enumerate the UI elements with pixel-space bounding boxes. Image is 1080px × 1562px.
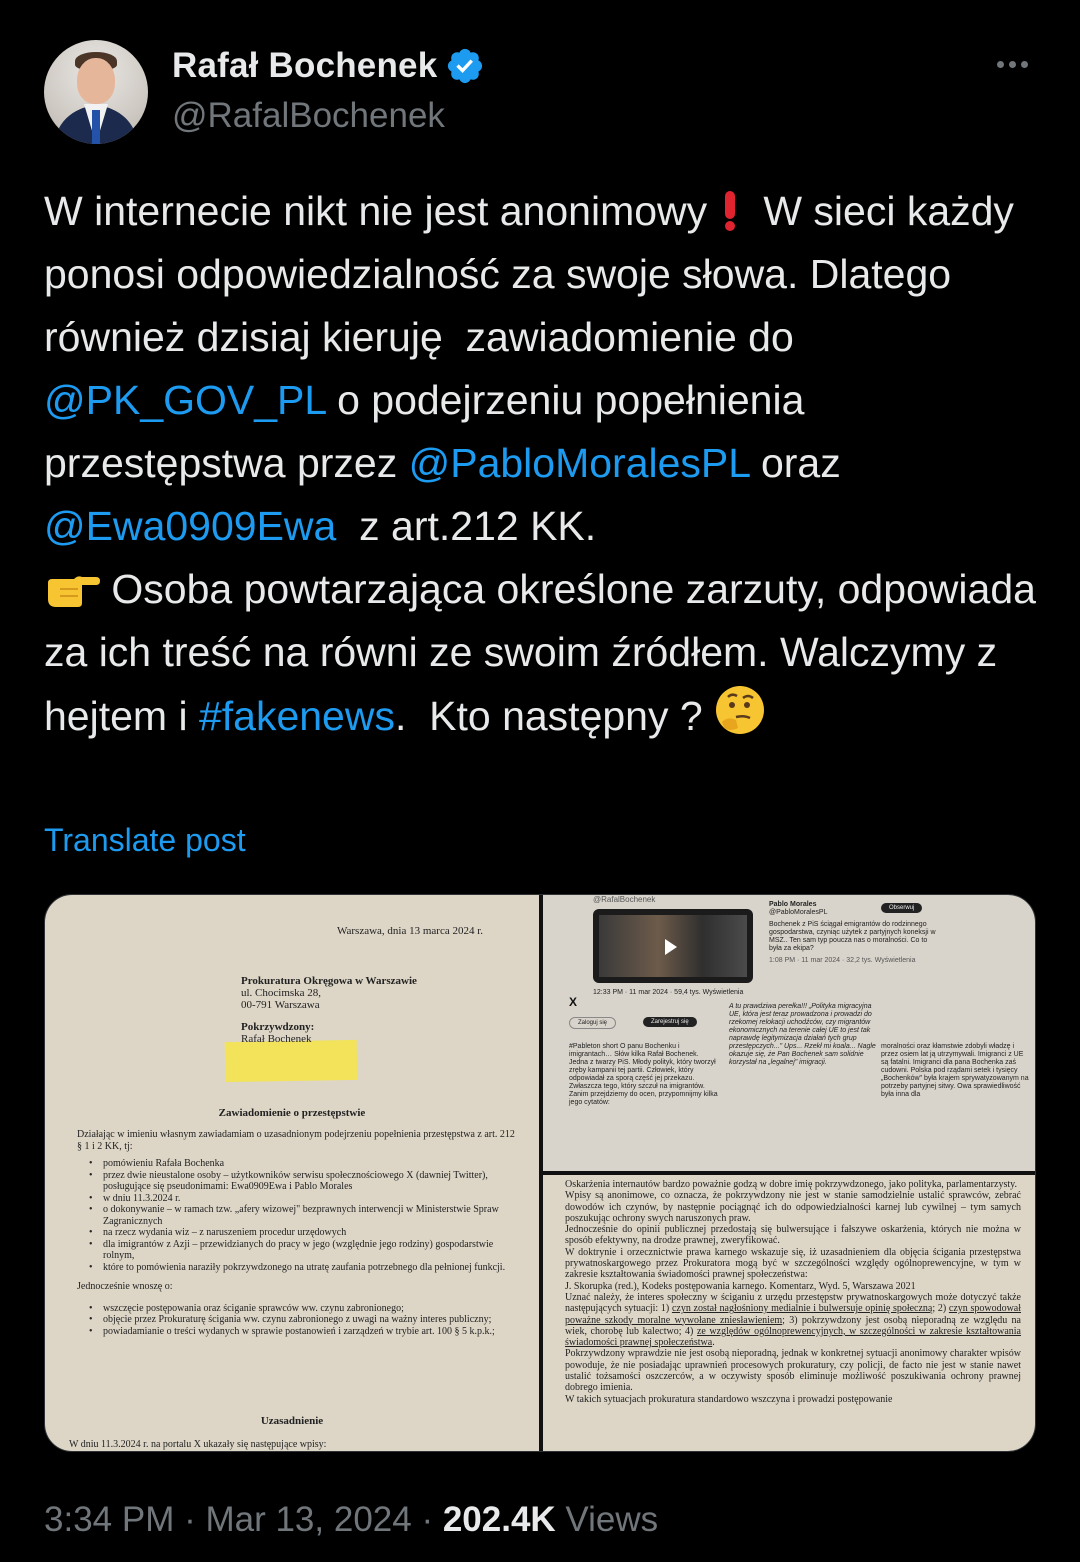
author-handle[interactable]: @RafalBochenek (172, 96, 445, 135)
attached-media[interactable] (44, 894, 1036, 1452)
printed-post-left: #Pableton short O panu Bochenku i imigrantach… Słów kilka Rafał Bochenek. Jedna z twarzy PiS. Młody polityk, który tworzył zręby kampanii tej partii. Człowiek, który odpowiadał za sporą część jej przekazu. Zwłaszcza tego, który szczuł na imigrantów. Zanim przejdziemy do ocen, przypomnijmy kilka jego cytatów: (569, 1043, 718, 1106)
video-meta: 12:33 PM · 11 mar 2024 · 59,4 tys. Wyświetlenia (593, 989, 744, 996)
video-thumbnail (593, 909, 753, 983)
highlighter-redaction (225, 1040, 358, 1082)
avatar[interactable] (44, 40, 148, 144)
justification-text: Oskarżenia internautów bardzo poważnie godzą w dobre imię pokrzywdzonego, jako polityka, parlamentarzysty. Wpisy są anonimowe, co oznacza, że pokrzywdzony nie jest w stanie samodzielnie ustalić sprawców, zebrać dowodów ich czynów, by następnie pociągnąć ich do odpowiedzialności karnej lub cywilnej – tym samych poszukując ochrony swych naruszonych praw. Jednocześnie do opinii publicznej przedostają się bulwersujące i fałszywe oskarżenia, których nie można w sposób efektywny, na drodze prawnej, zweryfikować. W doktrynie i orzecznictwie prawa karnego wskazuje się, iż uzasadnieniem dla objęcia ścigania przestępstwa prywatnoskargowego przez Prokuratora mogą być w szczególności względy ogólnoprewencyjne, w tym w zakresie kształtowania świadomości prawnej społeczeństwa: J. Skorupka (red.), Kodeks postępowania karnego. Komentarz, Wyd. 5, Warszawa 2021 Uznać należy, że interes społeczny w ściganiu z urzędu przestępstw prywatnoskargowych może dotyczyć także następujących sytuacji: 1) czyn został nagłośniony medialnie i bulwersuje opinię społeczną; 2) czyn spowodował poważne szkody moralne wywołane zniesławieniem; 3) pokrzywdzony jest osobą nieporadną ze względu na wiek, chorobę lub kalectwo; 4) ze względów ogólnoprewencyjnych, w szczególności w zakresie kształtowania świadomości prawnej społeczeństwa. Pokrzywdzony wprawdzie nie jest osobą nieporadną, jednak w konkretnej sytuacji anonimowy charakter wpisów powoduje, że nie posiadając uprawnień procesowych prokuratury, czy policji, de facto nie jest w stanie nawet ustalić tożsamości oszczerców, a w oczywisty sposób eliminuje możliwość poszukiwania ochrony prawnej dobrego imienia. W takich sytuacjach prokuratura standardowo wszczyna i prowadzi postępowanie (565, 1179, 1022, 1405)
thinking-face-icon (714, 684, 766, 736)
separator: · (174, 1500, 206, 1539)
mention-pablo-morales[interactable]: @PabloMoralesPL (408, 440, 750, 486)
mention-ewa0909ewa[interactable]: @Ewa0909Ewa (44, 503, 337, 549)
play-icon (665, 939, 677, 955)
document-title: Zawiadomienie o przestępstwie (218, 1107, 366, 1119)
views-label: Views (555, 1500, 659, 1539)
document-recipient: Prokuratura Okręgowa w Warszawie ul. Chocimska 28, 00-791 Warszawa (241, 975, 417, 1011)
post-footer (44, 1500, 658, 1540)
post-date[interactable]: Mar 13, 2024 (205, 1500, 412, 1539)
verified-badge-icon (445, 46, 485, 86)
post-time[interactable]: 3:34 PM (44, 1500, 175, 1539)
pointing-hand-icon (44, 569, 100, 609)
author-name-row[interactable] (172, 44, 485, 88)
hashtag-fakenews[interactable]: #fakenews (198, 693, 395, 739)
document-image-notice[interactable] (45, 895, 539, 1452)
printed-login-button: Zaloguj się (569, 1017, 616, 1029)
translate-post-link[interactable]: Translate post (44, 822, 246, 858)
printed-signup-button: Zarejestruj się (643, 1017, 697, 1027)
post-text: W internecie nikt nie jest anonimowy W sieci każdy ponosi odpowiedzialność za swoje słowa. Dlatego również dzisiaj kieruję zawiadomienie do @PK_GOV_PL o podejrzeniu popełnienia przestępstwa przez @PabloMoralesPL oraz @Ewa0909Ewa z art.212 KK. Osoba powtarzająca określone zarzuty, odpowiada za ich treść na równi ze swoim źródłem. Walczymy z hejtem i #fakenews. Kto następny ? (44, 188, 1048, 739)
author-name[interactable]: Rafał Bochenek (172, 46, 438, 85)
printed-follow-button: Obserwuj (881, 903, 922, 913)
printed-profile-card: Pablo Morales @PabloMoralesPL Bochenek z PiS ściągał emigrantów do rodzinnego gospodarstwa, czyniąc użytek z partyjnych koneksji w MSZ.. Ten sam typ poucza nas o moralności. Co to była za ekipa? 1:08 PM · 11 mar 2024 · 32,2 tys. Wyświetlenia (769, 901, 936, 964)
document-image-justification[interactable] (543, 1175, 1036, 1452)
document-section-title: Uzasadnienie (260, 1415, 324, 1427)
x-logo-icon: X (569, 995, 578, 1009)
document-body: Działając w imieniu własnym zawiadamiam o uzasadnionym podejrzeniu popełnienia przestępstwa z art. 212 § 1 i 2 KK, tj: • pomówieniu Rafała Bochenka • przez dwie nieustalone osoby – użytkowników serwisu społecznościowego X (dawniej Twitter), posługujące się pseudonimami: Ewa0909Ewa i Pablo Morales • w dniu 11.3.2024 r. • o dokonywanie – w ramach tzw. „afery wizowej" bezprawnych interwencji w Ministerstwie Spraw Zagranicznych • na rzecz wydania wiz – z naruszeniem procedur urzędowych • dla imigrantów z Azji – przewidzianych do pracy w jego (względnie jego rodziny) gospodarstwie rolnym, • które to pomówienia naraziły pokrzywdzonego na utratę zaufania potrzebnego dla pełnionej funkcji. Jednocześnie wnoszę o: • wszczęcie postępowania oraz ściganie sprawców ww. czynu zabronionego; • objęcie przez Prokuraturę ścigania ww. czynu zabronionego z uwagi na ważny interes publiczny; • powiadamianie o treści wydanych w sprawie postanowień i zarządzeń w trybie art. 100 § 5 k.p.k.; (77, 1129, 517, 1343)
document-last-line: W dniu 11.3.2024 r. na portalu X ukazały się następujące wpisy: (69, 1439, 327, 1450)
view-count: 202.4K (442, 1500, 556, 1539)
document-victim: Pokrzywdzony: Rafał Bochenek (241, 1021, 315, 1045)
printed-handle: @RafalBochenek (593, 895, 656, 904)
separator: · (411, 1500, 443, 1539)
printed-post-middle: A tu prawdziwa perełka!!! „Polityka migracyjna UE, która jest teraz prowadzona i prowadzi do rzekomej relokacji uchodźców, czy migrantów ekonomicznych na terenie całej UE to jest tak naprawdę legitymizacja działań tych grup przestępczych..." Ups... Rzekł mi koala... Nagle okazuje się, że Pan Bochenek sam solidnie korzystał na „legalnej" imigracji. (729, 1003, 876, 1066)
more-options-icon[interactable] (992, 52, 1032, 76)
post-header (44, 40, 1036, 150)
printed-post-right: moralności oraz kłamstwie zdobyli władzę i przez osiem lat ją utrzymywali. Imigranci z UE są fatalni. Imigranci dla pana Bochenka zaś cudowni. Polska pod rządami setek i tysięcy „Bochenków" była krajem sprywatyzowanym na potrzeby partyjnej sitwy. Owa sprawiedliwość była inna dla (881, 1043, 1029, 1098)
mention-pk-gov-pl[interactable]: @PK_GOV_PL (44, 377, 326, 423)
document-image-screenshots[interactable] (543, 895, 1036, 1171)
red-exclamation-icon (719, 189, 741, 231)
document-date: Warszawa, dnia 13 marca 2024 r. (337, 925, 484, 937)
